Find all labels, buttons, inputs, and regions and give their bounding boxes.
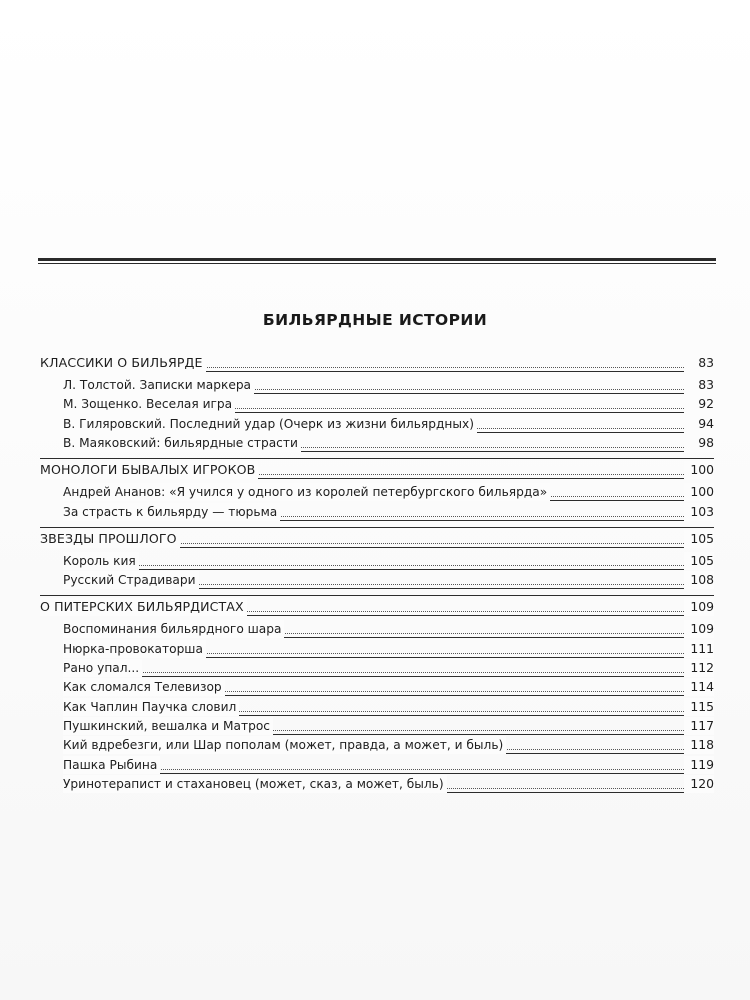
toc-page-number: 108 <box>684 571 714 589</box>
toc-entry-title: В. Маяковский: бильярдные страсти <box>63 434 301 452</box>
toc-page-number: 105 <box>684 552 714 570</box>
toc-entry-title: Андрей Ананов: «Я учился у одного из королей петербургского бильярда» <box>63 483 550 501</box>
toc-entry-title: Л. Толстой. Записки маркера <box>63 376 254 394</box>
toc-entry-title: Как сломался Телевизор <box>63 678 225 696</box>
toc-page-number: 109 <box>684 598 714 616</box>
toc-page-number: 109 <box>684 620 714 638</box>
toc-page-number: 118 <box>684 736 714 754</box>
toc-section[interactable] <box>40 461 714 483</box>
toc-page-number: 117 <box>684 717 714 735</box>
toc-page-number: 103 <box>684 503 714 521</box>
toc-item[interactable] <box>40 434 714 456</box>
toc-page-number: 100 <box>684 461 714 479</box>
toc-page-number: 115 <box>684 698 714 716</box>
toc-page-number: 98 <box>684 434 714 452</box>
section-title: БИЛЬЯРДНЫЕ ИСТОРИИ <box>262 311 488 329</box>
toc-page-number: 92 <box>684 395 714 413</box>
toc-page-number: 83 <box>684 354 714 372</box>
toc-entry-title: Русский Страдивари <box>63 571 199 589</box>
entry-underline <box>63 676 694 677</box>
toc-entry-title: Воспоминания бильярдного шара <box>63 620 284 638</box>
toc-entry-title: КЛАССИКИ О БИЛЬЯРДЕ <box>40 354 206 372</box>
dot-leader <box>63 672 694 673</box>
toc-item[interactable] <box>40 503 714 525</box>
toc-entry-title: Пашка Рыбина <box>63 756 160 774</box>
toc-page-number: 119 <box>684 756 714 774</box>
toc-entry-title: Рано упал... <box>63 659 142 677</box>
section-separator <box>40 595 714 596</box>
toc-page-number: 112 <box>684 659 714 677</box>
toc-entry-title: МОНОЛОГИ БЫВАЛЫХ ИГРОКОВ <box>40 461 258 479</box>
toc-page-number: 120 <box>684 775 714 793</box>
toc-entry-title: ЗВЕЗДЫ ПРОШЛОГО <box>40 530 180 548</box>
header-rule <box>38 258 716 264</box>
toc-entry-title: Король кия <box>63 552 139 570</box>
toc-entry-title: В. Гиляровский. Последний удар (Очерк из жизни бильярдных) <box>63 415 477 433</box>
section-separator <box>40 527 714 528</box>
toc-page-number: 94 <box>684 415 714 433</box>
toc-page-number: 114 <box>684 678 714 696</box>
toc-page-number: 83 <box>684 376 714 394</box>
toc-item[interactable] <box>40 571 714 593</box>
toc-page-number: 100 <box>684 483 714 501</box>
toc-entry-title: Как Чаплин Паучка словил <box>63 698 239 716</box>
header-rule-thick <box>38 258 716 261</box>
toc-entry-title: Пушкинский, вешалка и Матрос <box>63 717 273 735</box>
toc-entry-title: М. Зощенко. Веселая игра <box>63 395 235 413</box>
toc-entry-title: О ПИТЕРСКИХ БИЛЬЯРДИСТАХ <box>40 598 247 616</box>
toc-entry-title: За страсть к бильярду — тюрьма <box>63 503 280 521</box>
toc-section[interactable] <box>40 530 714 552</box>
entry-underline <box>63 569 694 570</box>
toc-page-number: 105 <box>684 530 714 548</box>
toc-entry-title: Кий вдребезги, или Шар пополам (может, правда, а может, и быль) <box>63 736 506 754</box>
toc-section[interactable] <box>40 598 714 620</box>
toc-entry-title: Уринотерапист и стахановец (может, сказ, а может, быль) <box>63 775 447 793</box>
toc-item[interactable] <box>40 775 714 797</box>
dot-leader <box>63 565 694 566</box>
toc-section[interactable] <box>40 354 714 376</box>
toc-page-number: 111 <box>684 640 714 658</box>
section-separator <box>40 458 714 459</box>
header-rule-thin <box>38 263 716 264</box>
toc-entry-title: Нюрка-провокаторша <box>63 640 206 658</box>
